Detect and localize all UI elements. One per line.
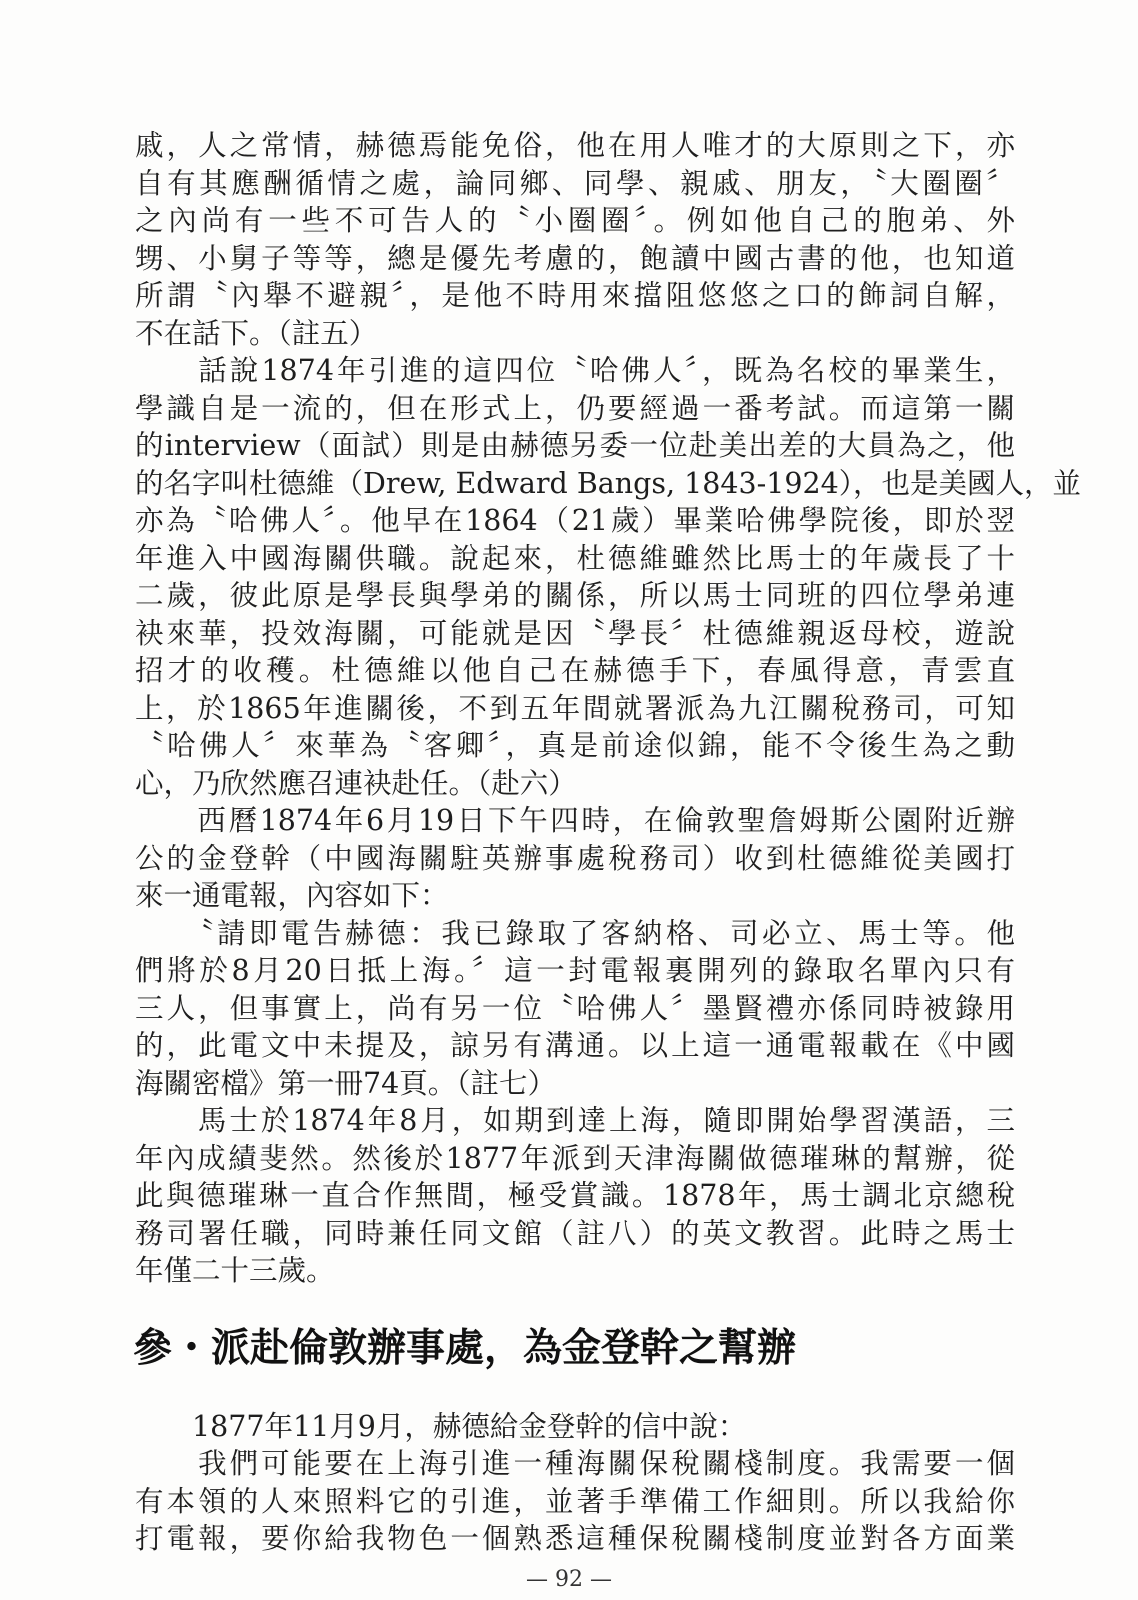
text-line: 三人，但事實上，尚有另一位〝哈佛人〞墨賢禮亦係同時被錄用 <box>135 991 1015 1025</box>
text-line: 自有其應酬循情之處，論同鄉、同學、親戚、朋友，〝大圈圈〞 <box>135 166 1015 200</box>
text-line: 年內成績斐然。然後於1877年派到天津海關做德璀琳的幫辦，從 <box>135 1141 1015 1175</box>
text-line: 不在話下。（註五） <box>135 316 378 350</box>
text-line: 的interview（面試）則是由赫德另委一位赴美出差的大員為之，他 <box>135 429 1015 462</box>
text-line: 甥、小舅子等等，總是優先考慮的，飽讀中國古書的他，也知道 <box>135 241 1015 275</box>
text-line: 二歲，彼此原是學長與學弟的關係，所以馬士同班的四位學弟連 <box>135 579 1015 612</box>
text-line: 來一通電報，內容如下： <box>135 879 449 912</box>
page-number: — 92 — <box>526 1567 612 1592</box>
text-line: 此與德璀琳一直合作無間，極受賞識。1878年，馬士調北京總稅 <box>135 1179 1015 1212</box>
text-line: 所謂〝內舉不避親〞，是他不時用來擋阻悠悠之口的飾詞自解， <box>135 279 1015 312</box>
text-line: 〝哈佛人〞來華為〝客卿〞，真是前途似錦，能不令後生為之動 <box>135 729 1015 762</box>
text-line: 〝請即電告赫德：我已錄取了客納格、司必立、馬士等。他 <box>135 916 1015 950</box>
text-line: 亦為〝哈佛人〞。他早在1864（21歲）畢業哈佛學院後，即於翌 <box>135 504 1015 537</box>
text-line: 的，此電文中未提及，諒另有溝通。以上這一通電報載在《中國 <box>135 1029 1015 1062</box>
text-line: 公的金登幹（中國海關駐英辦事處稅務司）收到杜德維從美國打 <box>135 841 1015 875</box>
text-line: 戚，人之常情，赫德焉能免俗，他在用人唯才的大原則之下，亦 <box>135 129 1015 162</box>
text-line: 學識自是一流的，但在形式上，仍要經過一番考試。而這第一關 <box>135 391 1015 425</box>
text-line: 西曆1874年6月19日下午四時，在倫敦聖詹姆斯公園附近辦 <box>135 804 1015 837</box>
text-line: 海關密檔》第一冊74頁。（註七） <box>135 1066 557 1100</box>
text-line: 心，乃欣然應召連袂赴任。（赴六） <box>135 766 577 800</box>
text-line: 年進入中國海關供職。說起來，杜德維雖然比馬士的年歲長了十 <box>135 541 1015 575</box>
text-line: 1877年11月9月，赫德給金登幹的信中說： <box>135 1409 747 1443</box>
text-line: 我們可能要在上海引進一種海關保稅關棧制度。我需要一個 <box>135 1447 1015 1480</box>
text-line: 有本領的人來照料它的引進，並著手準備工作細則。所以我給你 <box>135 1484 1015 1518</box>
text-line: 們將於8月20日抵上海。〞這一封電報裏開列的錄取名單內只有 <box>135 954 1015 987</box>
text-line: 話說1874年引進的這四位〝哈佛人〞，既為名校的畢業生， <box>135 354 1015 387</box>
text-line: 上，於1865年進關後，不到五年間就署派為九江關稅務司，可知 <box>135 691 1015 725</box>
text-line: 的名字叫杜德維（Drew, Edward Bangs, 1843-1924），也是美國人，並 <box>135 466 1082 500</box>
text-line: 務司署任職，同時兼任同文館（註八）的英文教習。此時之馬士 <box>135 1216 1015 1250</box>
text-line: 馬士於1874年8月，如期到達上海，隨即開始學習漢語，三 <box>135 1104 1015 1137</box>
text-line: 之內尚有一些不可告人的〝小圈圈〞。例如他自己的胞弟、外 <box>135 204 1015 237</box>
text-line: 招才的收穫。杜德維以他自己在赫德手下，春風得意，青雲直 <box>135 654 1015 687</box>
section-heading: 參・派赴倫敦辦事處，為金登幹之幫辦 <box>133 1325 797 1371</box>
text-line: 年僅二十三歲。 <box>135 1254 335 1287</box>
text-line: 打電報，要你給我物色一個熟悉這種保稅關棧制度並對各方面業 <box>135 1522 1015 1555</box>
text-line: 袂來華，投效海關，可能就是因〝學長〞杜德維親返母校，遊說 <box>135 616 1015 650</box>
